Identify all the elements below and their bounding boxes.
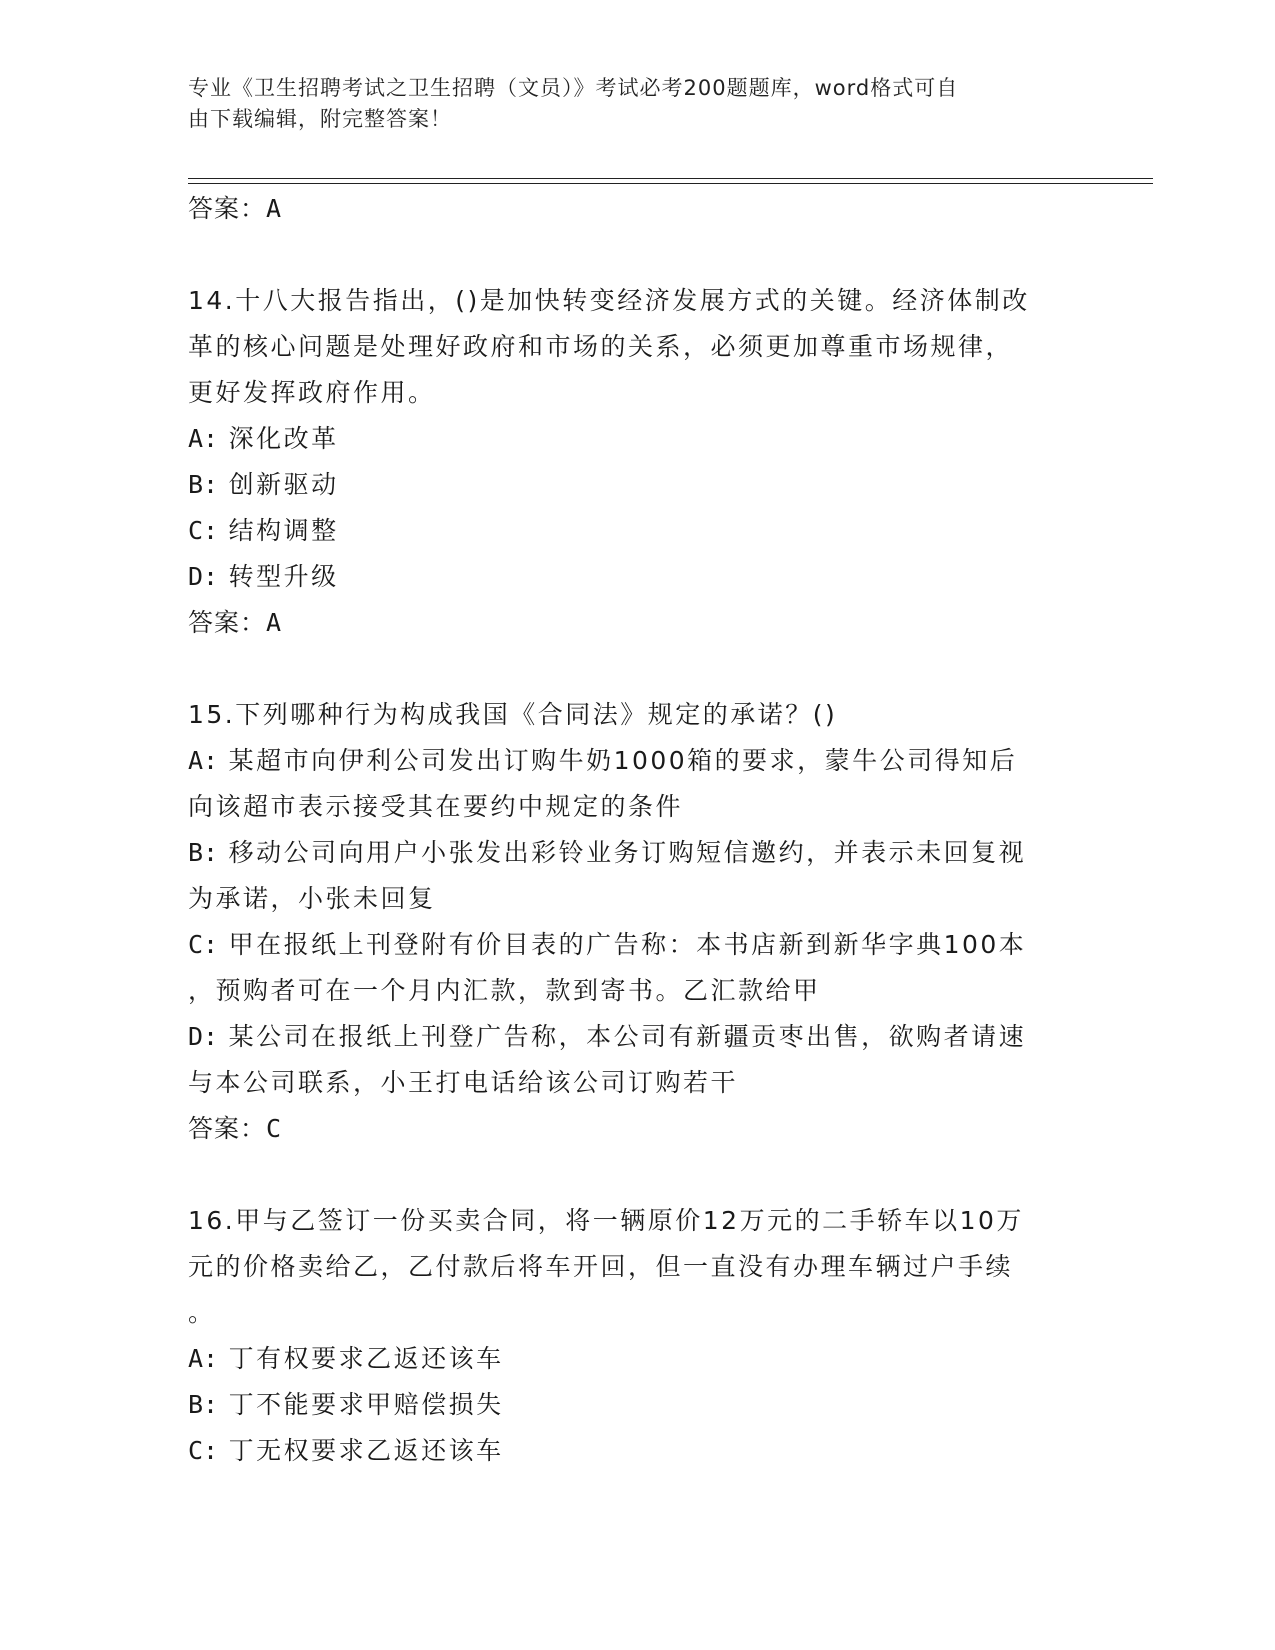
answer-line [188,600,1068,646]
option-b [188,462,1068,508]
option-text: 创新驱动 [228,470,339,499]
option-c [188,508,1068,554]
answer-value: A [266,194,282,223]
option-text: 深化改革 [228,424,339,453]
option-text: 某公司在报纸上刊登广告称，本公司有新疆贡枣出售，欲购者请速 [228,1022,1027,1051]
option-c-continuation: ，预购者可在一个月内汇款，款到寄书。乙汇款给甲 [188,976,821,1005]
option-a-continuation: 向该超市表示接受其在要约中规定的条件 [188,792,684,821]
question-15 [188,692,1068,1152]
spacer [188,232,1068,278]
option-key: B: [188,838,219,867]
option-b [188,1382,1068,1428]
header-line-2: 由下载编辑，附完整答案！ [188,107,452,131]
answer-value: C [266,1114,282,1143]
option-text: 移动公司向用户小张发出彩铃业务订购短信邀约，并表示未回复视 [228,838,1027,867]
option-key: D: [188,562,219,591]
option-text: 转型升级 [228,562,339,591]
option-key: C: [188,516,219,545]
option-key: C: [188,930,219,959]
header-divider-bottom [188,183,1153,184]
option-text: 丁不能要求甲赔偿损失 [228,1390,504,1419]
question-stem-line: 更好发挥政府作用。 [188,378,436,407]
option-text: 结构调整 [228,516,339,545]
question-14 [188,278,1068,646]
option-key: A: [188,1344,219,1373]
option-key: B: [188,1390,219,1419]
question-stem-line: 16.甲与乙签订一份买卖合同，将一辆原价12万元的二手轿车以10万 [188,1206,1024,1235]
option-d-continuation: 与本公司联系，小王打电话给该公司订购若干 [188,1068,739,1097]
option-a [188,1336,1068,1382]
header-line-1: 专业《卫生招聘考试之卫生招聘（文员）》考试必考200题题库，word格式可自 [188,76,959,100]
option-key: A: [188,424,219,453]
spacer [188,1152,1068,1198]
option-key: C: [188,1436,219,1465]
answer-line [188,186,1068,232]
question-stem-line: 15.下列哪种行为构成我国《合同法》规定的承诺？() [188,700,838,729]
option-text: 甲在报纸上刊登附有价目表的广告称：本书店新到新华字典100本 [228,930,1027,959]
header-divider-top [188,178,1153,179]
option-text: 某超市向伊利公司发出订购牛奶1000箱的要求，蒙牛公司得知后 [228,746,1018,775]
question-stem-line: 革的核心问题是处理好政府和市场的关系，必须更加尊重市场规律， [188,332,1014,361]
option-c [188,922,1068,968]
option-key: A: [188,746,219,775]
question-stem-line: 14.十八大报告指出，()是加快转变经济发展方式的关键。经济体制改 [188,286,1030,315]
option-b [188,830,1068,876]
question-16 [188,1198,1068,1474]
option-a [188,416,1068,462]
option-text: 丁有权要求乙返还该车 [228,1344,504,1373]
option-c [188,1428,1068,1474]
option-b-continuation: 为承诺，小张未回复 [188,884,436,913]
option-key: D: [188,1022,219,1051]
answer-line [188,1106,1068,1152]
option-key: B: [188,470,219,499]
spacer [188,646,1068,692]
option-d [188,1014,1068,1060]
question-13-answer-block [188,186,1068,232]
option-a [188,738,1068,784]
question-stem-line: 元的价格卖给乙，乙付款后将车开回，但一直没有办理车辆过户手续 [188,1252,1014,1281]
answer-label: 答案： [188,1114,267,1143]
question-stem-line: 。 [188,1298,216,1327]
option-text: 丁无权要求乙返还该车 [228,1436,504,1465]
document-body [188,186,1068,1474]
answer-value: A [266,608,282,637]
answer-label: 答案： [188,194,267,223]
answer-label: 答案： [188,608,267,637]
document-header [188,73,1068,135]
option-d [188,554,1068,600]
